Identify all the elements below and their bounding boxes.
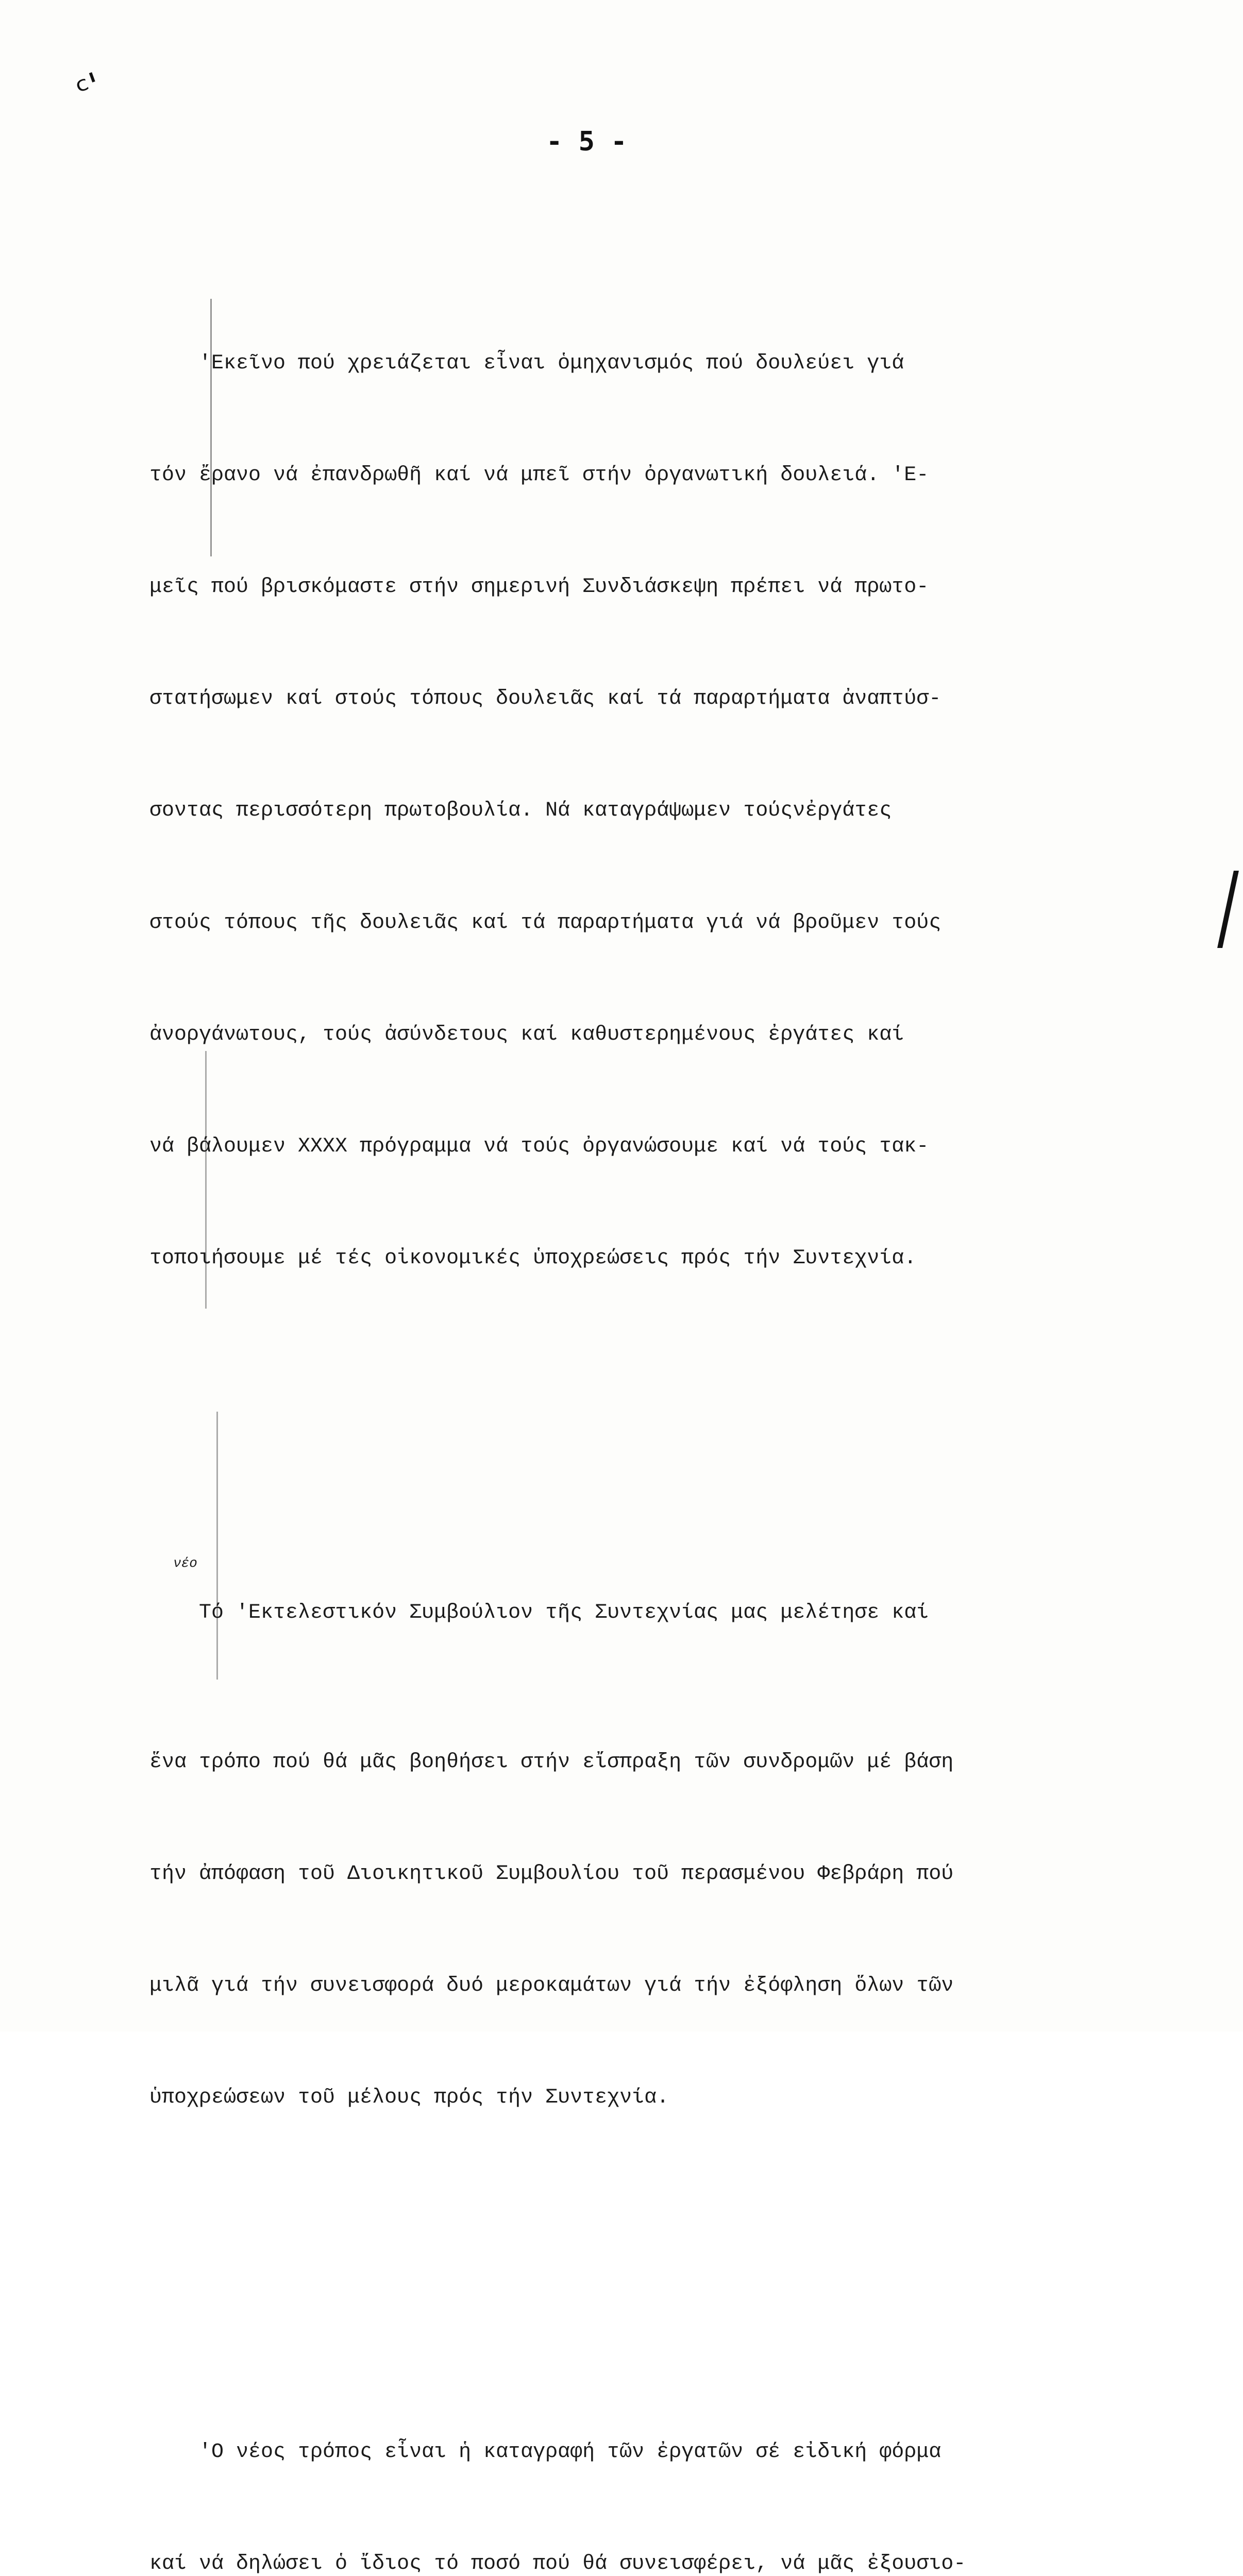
- text-line: στούς τόπους τῆς δουλειᾶς καί τά παραρτήματα γιά νά βροῦμεν τούς: [149, 911, 942, 935]
- paragraph-1: [149, 270, 1196, 1352]
- page-number: - 5 -: [546, 126, 627, 157]
- text-line: μεῖς πού βρισκόμαστε στήν σημερινή Συνδιάσκεψη πρέπει νά πρωτο-: [149, 575, 929, 599]
- insertion-note: νέο: [173, 1555, 197, 1571]
- paragraph-3: [149, 2359, 1196, 2576]
- text-line: στατήσωμεν καί στούς τόπους δουλειᾶς καί τά παραρτήματα ἀναπτύσ-: [149, 687, 942, 711]
- text-line: ὑποχρεώσεων τοῦ μέλους πρός τήν Συντεχνία.: [149, 2086, 669, 2110]
- text-line: νά βάλουμεν ΧΧΧΧ πρόγραμμα νά τούς ὀργανώσουμε καί νά τούς τακ-: [149, 1135, 929, 1159]
- text-line: μιλᾶ γιά τήν συνεισφορά δυό μεροκαμάτων γιά τήν ἐξόφληση ὅλων τῶν: [149, 1974, 954, 1997]
- text-line: τήν ἀπόφαση τοῦ Διοικητικοῦ Συμβουλίου τοῦ περασμένου Φεβράρη πού: [149, 1862, 954, 1886]
- text-line: σοντας περισσότερη πρωτοβουλία. Νά καταγράψωμεν τούςνἐργάτες: [149, 799, 892, 823]
- text-line: τόν ἔρανο νά ἐπανδρωθῆ καί νά μπεῖ στήν ὀργανωτική δουλειά. 'Ε-: [149, 463, 929, 487]
- text-line: καί νά δηλώσει ὁ ἴδιος τό ποσό πού θά συνεισφέρει, νά μᾶς ἐξουσιο-: [149, 2552, 966, 2575]
- text-line: ἀνοργάνωτους, τούς ἀσύνδετους καί καθυστερημένους ἐργάτες καί: [149, 1023, 904, 1046]
- text-line: 'Ο νέος τρόπος εἶναι ἡ καταγραφή τῶν ἐργατῶν σέ εἰδική φόρμα: [149, 2440, 942, 2464]
- text-line: Τό 'Εκτελεστικόν Συμβούλιον τῆς Συντεχνίας μας μελέτησε καί: [149, 1601, 929, 1624]
- corner-ink-mark: ᶜ': [71, 64, 107, 112]
- text-line: τοποιήσουμε μέ τές οἰκονομικές ὑποχρεώσεις πρός τήν Συντεχνία.: [149, 1247, 917, 1270]
- right-edge-mark: [1217, 871, 1239, 948]
- document-body: [149, 196, 1196, 2576]
- paragraph-2: [149, 1520, 1196, 2191]
- text-line: 'Εκεῖνο πού χρειάζεται εἶναι ὁμηχανισμός πού δουλεύει γιά: [149, 351, 904, 375]
- text-line: ἕνα τρόπο πού θά μᾶς βοηθήσει στήν εἴσπραξη τῶν συνδρομῶν μέ βάση: [149, 1750, 954, 1774]
